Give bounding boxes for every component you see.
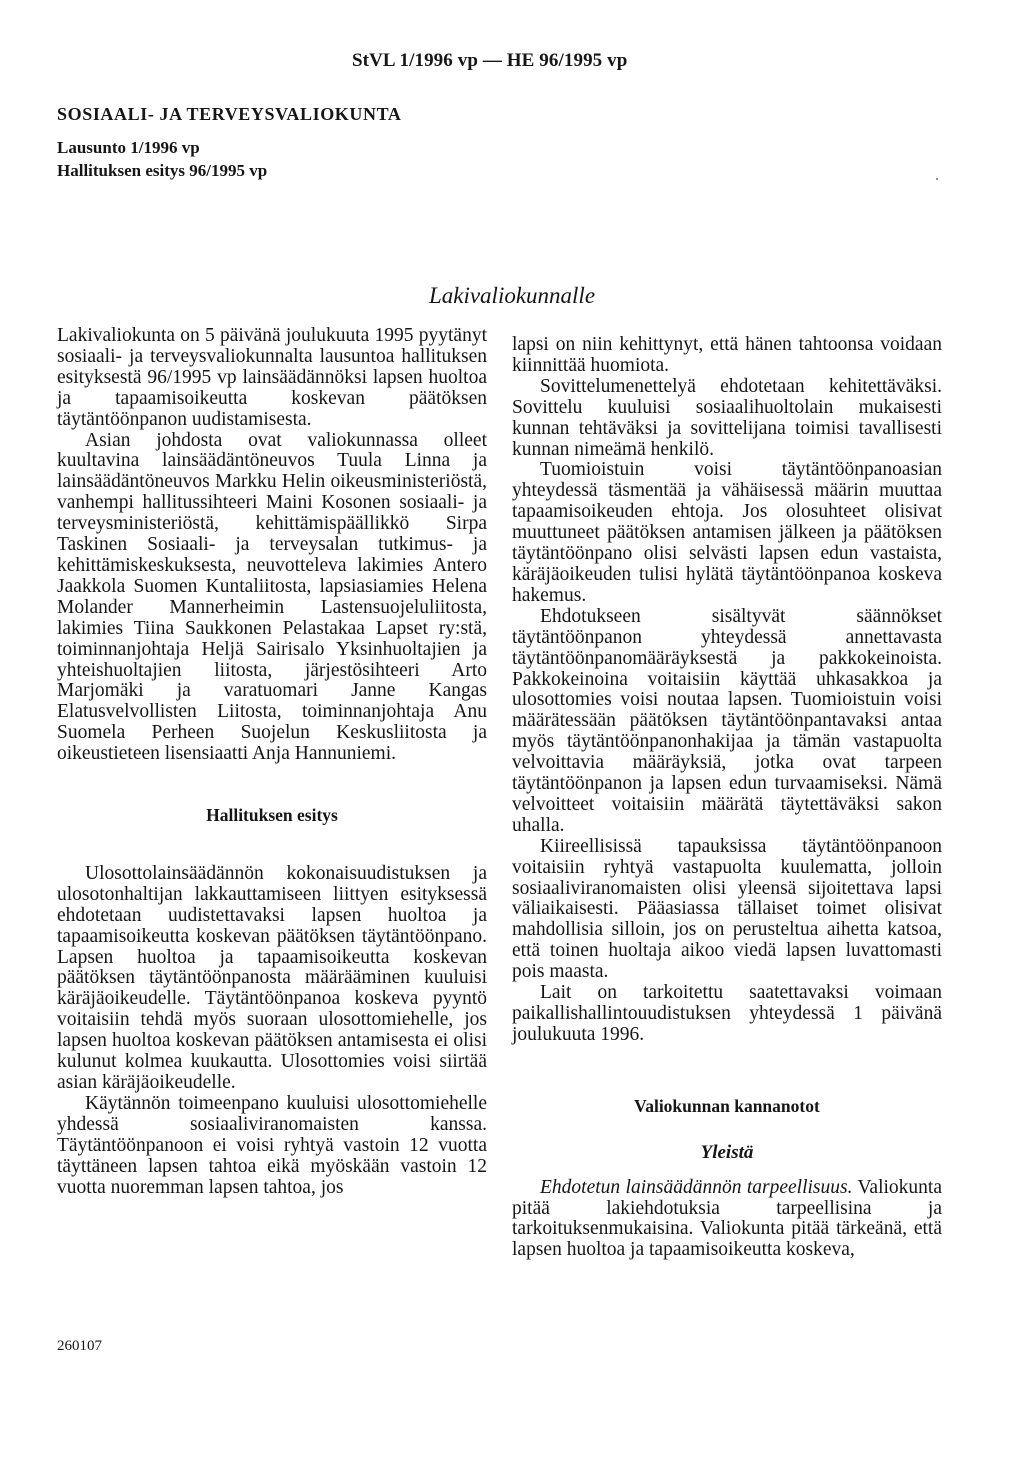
coercion-paragraph: Ehdotukseen sisältyvät säännökset täytäntöönpanon yhteydessä annettavasta täytäntöönpanomääräyksestä ja pakkokeinoista. Pakkokeinoina voitaisiin käyttää uhkasakkoa ja ulosottomies voisi noutaa lapsen. Tuomioistuin voisi määrätessään päätöksen täytäntöönpantavaksi antaa myös täytäntöönpanonhakijaa ja tämän vastapuolta velvoittavia määräyksiä, jotka ovat tarpeen täytäntöönpanon ja lapsen edun turvaamiseksi. Nämä velvoitteet voitaisiin määrätä täytettäväksi sakon uhalla. (512, 605, 942, 836)
necessity-paragraph (512, 1178, 942, 1262)
addressee-heading: Lakivaliokunnalle (428, 283, 596, 308)
subheading-general: Yleistä (700, 1141, 754, 1163)
court-paragraph: Tuomioistuin voisi täytäntöönpanoasian yhteydessä täsmentää ja vähäisessä määrin muuttaa tapaamisoikeuden ehtoja. Jos olosuhteet olisivat muuttuneet päätöksen antamisen jälkeen ja päätöksen täytäntöönpano olisi selvästi lapsen edun vastaista, käräjäoikeuden tulisi hylätä täytäntöönpanoa koskeva hakemus. (512, 459, 942, 606)
necessity-run-in-title: Ehdotetun lainsäädännön tarpeellisuus. (540, 1176, 853, 1198)
running-head: StVL 1/1996 vp — HE 96/1995 vp (352, 50, 628, 71)
committee-name: SOSIAALI- JA TERVEYSVALIOKUNTA (57, 104, 402, 124)
bill-reference: Hallituksen esitys 96/1995 vp (57, 161, 268, 180)
intro-paragraph: Lakivaliokunta on 5 päivänä joulukuuta 1995 pyytänyt sosiaali- ja terveysvaliokunnalta lausuntoa hallituksen esityksestä 96/1995 vp lainsäädännöksi lapsen huoltoa ja tapaamisoikeutta koskevan päätöksen täytäntöönpanon uudistamisesta. (57, 325, 487, 430)
page-code: 260107 (57, 1338, 102, 1354)
mediation-paragraph: Sovittelumenettelyä ehdotetaan kehitettäväksi. Sovittelu kuuluisi sosiaalihuoltolain mukaisesti kunnan tehtäväksi ja sovittelijana toimisi tavallisesti kunnan nimeämä henkilö. (512, 375, 942, 460)
statement-reference: Lausunto 1/1996 vp (57, 138, 200, 157)
left-column (57, 326, 487, 1198)
urgent-cases-paragraph: Kiireellisissä tapauksissa täytäntöönpanoon voitaisiin ryhtyä vastapuolta kuulematta, jolloin sosiaaliviranomaisten olisi yleensä sijoitettava lapsi väliaikaisesti. Pääasiassa tällaiset toimet olisivat mahdollisia silloin, jos on perusteltua aihetta katsoa, että toinen huoltaja aikoo viedä lapsen luvattomasti pois maasta. (512, 835, 942, 983)
section-heading-committee-positions: Valiokunnan kannanotot (634, 1095, 820, 1116)
proposal-paragraph-2: Käytännön toimeenpano kuuluisi ulosottomiehelle yhdessä sosiaaliviranomaisten kanssa. Täytäntöönpanoon ei voisi ryhtyä vastoin 12 vuotta täyttäneen lapsen tahtoa eikä myöskään vastoin 12 vuotta nuoremman lapsen tahtoa, jos (57, 1092, 487, 1198)
necessity-text: Valiokunta pitää lakiehdotuksia tarpeellisina ja tarkoituksenmukaisina. Valiokunta pitää tärkeänä, että lapsen huoltoa ja tapaamisoikeutta koskeva, (512, 1176, 942, 1261)
section-heading-government-proposal: Hallituksen esitys (206, 805, 338, 826)
effective-date-paragraph: Lait on tarkoitettu saatettavaksi voimaan paikallishallintouudistuksen yhteydessä 1 päivänä joulukuuta 1996. (512, 982, 942, 1045)
proposal-paragraph-1: Ulosottolainsäädännön kokonaisuudistuksen ja ulosotonhaltijan lakkauttamiseen liittyen esityksessä ehdotetaan uudistettavaksi lapsen huoltoa ja tapaamisoikeutta koskevan päätöksen täytäntöönpano. Lapsen huoltoa ja tapaamisoikeutta koskevan päätöksen täytäntöönpanosta määrääminen kuuluisi käräjäoikeudelle. Täytäntöönpanoa koskeva pyyntö voitaisiin tehdä myös suoraan ulosottomiehelle, jos lapsen huoltoa koskevan päätöksen antamisesta ei olisi kulunut kolmea kuukautta. Ulosottomies voisi siirtää asian käräjäoikeudelle. (57, 862, 487, 1093)
continued-paragraph: lapsi on niin kehittynyt, että hänen tahtoonsa voidaan kiinnittää huomiota. (512, 334, 942, 376)
experts-paragraph: Asian johdosta ovat valiokunnassa olleet kuultavina lainsäädäntöneuvos Tuula Linna ja lainsäädäntöneuvos Markku Helin oikeusministeriöstä, vanhempi hallitussihteeri Maini Kosonen sosiaali- ja terveysministeriöstä, kehittämispäällikkö Sirpa Taskinen Sosiaali- ja terveysalan tutkimus- ja kehittämiskeskuksesta, neuvotteleva lakimies Antero Jaakkola Suomen Kuntaliitosta, lapsiasiamies Helena Molander Mannerheimin Lastensuojeluliitosta, lakimies Tiina Saukkonen Pelastakaa Lapset ry:stä, toiminnanjohtaja Heljä Sairisalo Yksinhuoltajien ja yhteishuoltajien liitosta, järjestösihteeri Arto Marjomäki ja varatuomari Janne Kangas Elatusvelvollisten Liitosta, toiminnanjohtaja Anu Suomela Perheen Suojelun Keskusliitosta ja oikeustieteen lisensiaatti Anja Hannuniemi. (57, 429, 487, 765)
right-column (512, 335, 942, 1261)
scan-speck (936, 178, 938, 180)
